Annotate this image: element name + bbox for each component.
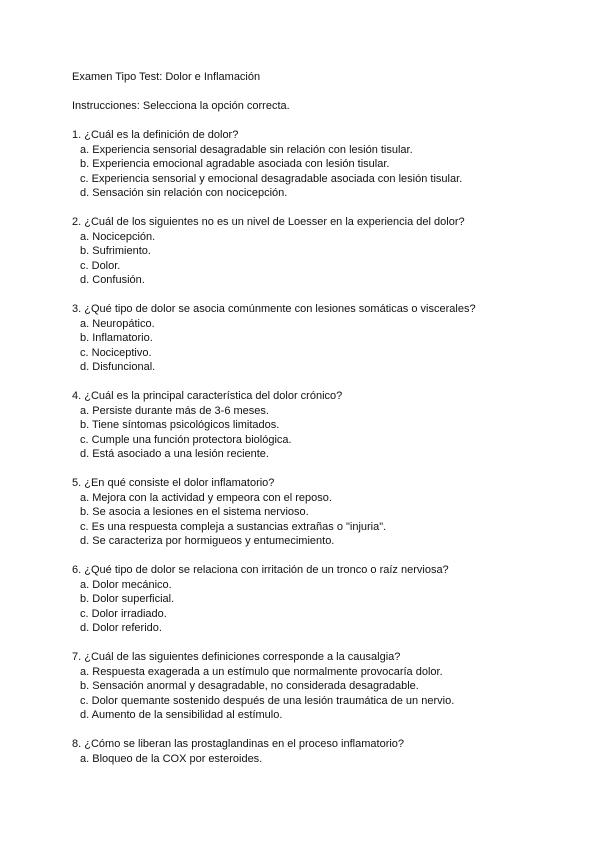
option-a bbox=[72, 143, 542, 158]
option-text: Neuropático. bbox=[92, 317, 155, 330]
option-letter: d . bbox=[80, 709, 92, 721]
option-c bbox=[72, 433, 542, 448]
question-5 bbox=[72, 476, 542, 549]
option-text: Sensación sin relación con nocicepción. bbox=[92, 187, 288, 199]
question-8 bbox=[72, 737, 542, 766]
option-b bbox=[72, 592, 542, 607]
option-letter: c . bbox=[80, 347, 92, 359]
question-text: ¿Cómo se liberan las prostaglandinas en el proceso inflamatorio? bbox=[84, 738, 405, 750]
question-number: 5 . bbox=[72, 477, 84, 489]
option-letter: d . bbox=[80, 622, 92, 634]
option-letter: b . bbox=[80, 245, 92, 257]
option-letter: c . bbox=[80, 608, 92, 620]
option-text: Disfuncional. bbox=[92, 361, 156, 373]
option-letter: d . bbox=[80, 535, 92, 547]
option-letter: c . bbox=[80, 173, 92, 185]
option-letter: c . bbox=[80, 434, 92, 446]
option-text: Respuesta exagerada a un estímulo que normalmente provocaría dolor. bbox=[92, 665, 443, 678]
option-text: Es una respuesta compleja a sustancias extrañas o "injuria". bbox=[91, 520, 387, 533]
question-list bbox=[72, 128, 542, 766]
option-a bbox=[72, 578, 542, 593]
option-a bbox=[72, 230, 542, 245]
option-text: Dolor irradiado. bbox=[91, 607, 167, 620]
option-letter: b . bbox=[80, 332, 92, 344]
option-c bbox=[72, 259, 542, 274]
option-text: Mejora con la actividad y empeora con el reposo. bbox=[92, 491, 332, 504]
question-text: ¿Cuál de las siguientes definiciones corresponde a la causalgia? bbox=[84, 651, 401, 663]
question-number: 8 . bbox=[72, 738, 84, 750]
option-text: Dolor superficial. bbox=[92, 593, 175, 605]
option-c bbox=[72, 172, 542, 187]
option-c bbox=[72, 694, 542, 709]
option-letter: a . bbox=[80, 318, 92, 330]
option-text: Nociceptivo. bbox=[91, 346, 152, 359]
option-text: Experiencia sensorial y emocional desagradable asociada con lesión tisular. bbox=[91, 172, 463, 185]
option-letter: a . bbox=[80, 666, 92, 678]
option-text: Dolor quemante sostenido después de una lesión traumática de un nervio. bbox=[91, 694, 455, 707]
option-b bbox=[72, 679, 542, 694]
option-letter: a . bbox=[80, 144, 92, 156]
option-letter: a . bbox=[80, 753, 92, 765]
option-a bbox=[72, 404, 542, 419]
option-text: Dolor mecánico. bbox=[92, 578, 172, 591]
question-text: ¿Cuál es la principal característica del dolor crónico? bbox=[84, 390, 343, 402]
option-text: Aumento de la sensibilidad al estímulo. bbox=[91, 709, 283, 721]
option-a bbox=[72, 752, 542, 767]
question-number: 7 . bbox=[72, 651, 84, 663]
option-text: Dolor. bbox=[91, 259, 121, 272]
question-3 bbox=[72, 302, 542, 375]
question-text-line bbox=[72, 215, 542, 230]
option-letter: d . bbox=[80, 361, 92, 373]
option-letter: b . bbox=[80, 680, 92, 692]
question-1 bbox=[72, 128, 542, 201]
option-a bbox=[72, 317, 542, 332]
option-letter: a . bbox=[80, 579, 92, 591]
question-text-line bbox=[72, 737, 542, 752]
option-d bbox=[72, 708, 542, 723]
option-text: Se asocia a lesiones en el sistema nervioso. bbox=[92, 506, 309, 518]
question-text-line bbox=[72, 476, 542, 491]
question-text: ¿Cuál de los siguientes no es un nivel de Loesser en la experiencia del dolor? bbox=[84, 216, 465, 228]
option-c bbox=[72, 520, 542, 535]
question-text-line bbox=[72, 128, 542, 143]
option-letter: d . bbox=[80, 448, 92, 460]
option-letter: c . bbox=[80, 695, 92, 707]
option-letter: b . bbox=[80, 506, 92, 518]
question-text: ¿Qué tipo de dolor se asocia comúnmente con lesiones somáticas o viscerales? bbox=[84, 303, 476, 315]
document-page bbox=[72, 70, 542, 781]
option-a bbox=[72, 491, 542, 506]
option-letter: b . bbox=[80, 419, 92, 431]
option-letter: a . bbox=[80, 231, 92, 243]
option-b bbox=[72, 157, 542, 172]
question-2 bbox=[72, 215, 542, 288]
document-title: Examen Tipo Test: Dolor e Inflamación bbox=[72, 71, 261, 83]
option-letter: b . bbox=[80, 158, 92, 170]
option-d bbox=[72, 621, 542, 636]
option-text: Está asociado a una lesión reciente. bbox=[92, 448, 269, 460]
option-text: Inflamatorio. bbox=[92, 332, 153, 344]
option-b bbox=[72, 505, 542, 520]
question-text-line bbox=[72, 650, 542, 665]
option-text: Bloqueo de la COX por esteroides. bbox=[92, 752, 263, 765]
option-a bbox=[72, 665, 542, 680]
question-4 bbox=[72, 389, 542, 462]
option-d bbox=[72, 534, 542, 549]
question-text: ¿En qué consiste el dolor inflamatorio? bbox=[84, 477, 275, 489]
question-number: 6 . bbox=[72, 564, 84, 576]
option-d bbox=[72, 447, 542, 462]
option-b bbox=[72, 244, 542, 259]
option-text: Cumple una función protectora biológica. bbox=[91, 433, 292, 446]
option-d bbox=[72, 273, 542, 288]
option-letter: d . bbox=[80, 274, 92, 286]
option-c bbox=[72, 346, 542, 361]
option-text: Confusión. bbox=[92, 274, 145, 286]
option-b bbox=[72, 331, 542, 346]
question-number: 1 . bbox=[72, 129, 84, 141]
option-text: Persiste durante más de 3-6 meses. bbox=[92, 404, 269, 417]
question-number: 4 . bbox=[72, 390, 84, 402]
option-text: Sufrimiento. bbox=[92, 245, 151, 257]
question-text-line bbox=[72, 302, 542, 317]
option-letter: a . bbox=[80, 492, 92, 504]
option-text: Experiencia emocional agradable asociada con lesión tisular. bbox=[92, 158, 390, 170]
option-text: Tiene síntomas psicológicos limitados. bbox=[92, 419, 280, 431]
question-number: 2 . bbox=[72, 216, 84, 228]
option-letter: c . bbox=[80, 521, 92, 533]
instructions-text: Instrucciones: Selecciona la opción correcta. bbox=[72, 100, 290, 112]
option-letter: a . bbox=[80, 405, 92, 417]
option-b bbox=[72, 418, 542, 433]
option-letter: d . bbox=[80, 187, 92, 199]
option-letter: b . bbox=[80, 593, 92, 605]
question-text: ¿Qué tipo de dolor se relaciona con irritación de un tronco o raíz nerviosa? bbox=[84, 564, 449, 576]
option-d bbox=[72, 360, 542, 375]
option-text: Sensación anormal y desagradable, no considerada desagradable. bbox=[92, 680, 419, 692]
option-text: Se caracteriza por hormigueos y entumecimiento. bbox=[92, 535, 335, 547]
option-d bbox=[72, 186, 542, 201]
question-text-line bbox=[72, 389, 542, 404]
option-text: Dolor referido. bbox=[92, 622, 162, 634]
option-text: Experiencia sensorial desagradable sin relación con lesión tisular. bbox=[92, 143, 413, 156]
option-text: Nocicepción. bbox=[92, 230, 156, 243]
question-7 bbox=[72, 650, 542, 723]
question-text: ¿Cuál es la definición de dolor? bbox=[84, 129, 239, 141]
option-c bbox=[72, 607, 542, 622]
question-text-line bbox=[72, 563, 542, 578]
question-6 bbox=[72, 563, 542, 636]
question-number: 3 . bbox=[72, 303, 84, 315]
option-letter: c . bbox=[80, 260, 92, 272]
